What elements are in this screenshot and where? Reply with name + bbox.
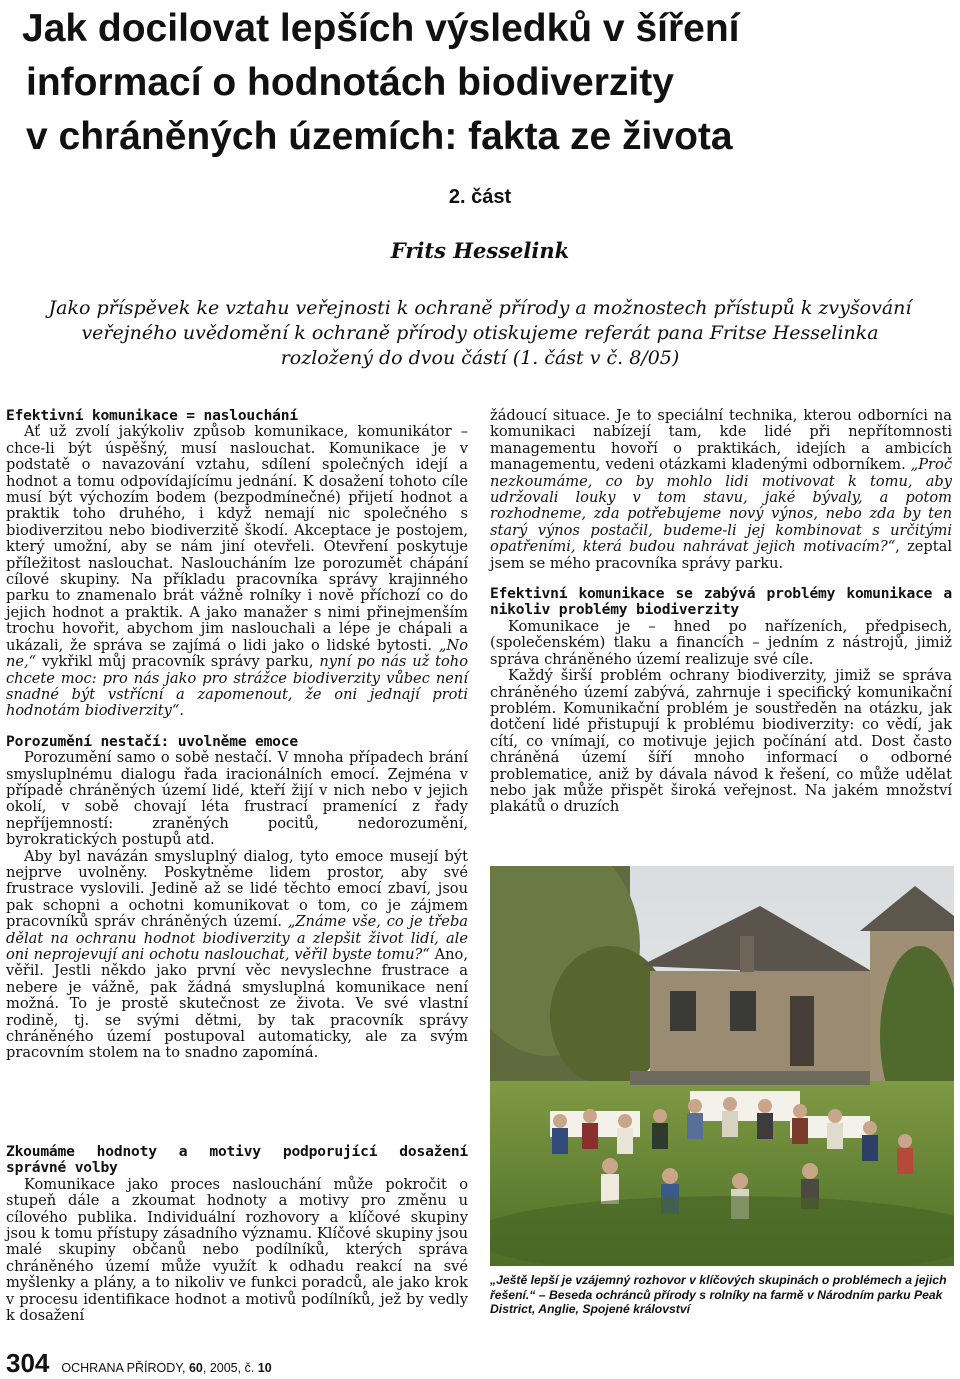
text: žádoucí situace. Je to speciální technika, kterou odborníci na komunikaci nabízejí tam, kde lidé při nepřítomnosti managementu hovoří o praktikách, idejích a ambicích managementu, vedeni otázkami kladenými odborníkem. [490, 407, 952, 474]
lead-paragraph: Jako příspěvek ke vztahu veřejnosti k ochraně přírody a možnostech přístupů k zvyšování veřejného uvědomění k ochraně přírody otiskujeme referát pana Fritse Hesselinka rozložený do dvou částí (1. část v č. 8/05) [48, 297, 912, 369]
left-column [6, 408, 468, 1062]
text: Ano, věřil. Jestli někdo jako první věc nevyslechne frustrace a nebere je vážně, pak žádná smysluplná komunikace není možná. To je prostě skutečnost ze života. Ve své vlastní rodině, tj. se svými dětmi, by tak pracovník správy chráněného území postupoval automaticky, ale za svým pracovním stolem na to snadno zapomíná. [6, 946, 468, 1062]
quote: nyní po nás už toho chcete moc: pro nás jako pro strážce biodiverzity vůbec není snadné být vstřícní a zapomenout, že oni jednají proti hodnotám biodiverzity“. [6, 653, 468, 720]
quote: „Známe vše, co je třeba dělat na ochranu hodnot biodiverzity a zlepšit život lidí, ale oni neprojevují ani ochotu naslouchat, věřil byste tomu?“ [6, 913, 468, 963]
section-heading-communication-problems: Efektivní komunikace se zabývá problémy komunikace a nikoliv problémy biodiverzity [490, 585, 952, 619]
paragraph: Každý širší problém ochrany biodiverzity, jimiž se správa chráněného území zabývá, zahrnuje i specifický komunikační problém. Komunikační problém je soustředěn na otázku, jak dotčení lidé přistupují k problému biodiverzity: co vědí, jak cítí, co vnímají, co motivuje jejich počínání atd. Dost často chráněná území šíří mnoho informací o odborné problematice, aniž by dávala návod k řešení, co může udělat nebo jak může přispět široká veřejnost. Na jakém množství plakátů o druzích [490, 667, 952, 816]
text: Aby byl navázán smysluplný dialog, tyto emoce musejí být nejprve uvolněny. Poskytněme lidem prostor, aby své frustrace vyslovili. Jedině až se lidé těchto emocí zbaví, jsou pak schopni a ochotni komunikovat o tom, co je zájmem pracovníků správ chráněných území. [6, 847, 468, 931]
journal-issue: 10 [257, 1361, 272, 1375]
title-line-1: Jak docilovat lepších výsledků v šíření [22, 7, 740, 50]
journal-year-issue: , 2005, č. [202, 1361, 258, 1375]
text: , zeptal jsem se mého pracovníka správy parku. [490, 538, 952, 572]
paragraph [6, 424, 468, 719]
photo-illustration [490, 866, 954, 1266]
section-heading-values: Zkoumáme hodnoty a motivy podporující dosažení správné volby [6, 1143, 468, 1177]
text: Ať už zvolí jakýkoliv způsob komunikace, komunikátor – chce-li být úspěšný, musí naslouchat. Komunikace je v podstatě o navazování vztahu, sdílení společných idejí a hodnot a tomu odpovídajícímu jednání. K dosažení tohoto cíle musí být výchozím bodem (bezpodmínečné) přijetí hodnot a praktik toho druhého, i když nemají nic společného s biodiverzitou nebo biodiverzitě škodí. Akceptace je postojem, který umožní, aby se nám jiní otevřeli. Otevření poskytuje příležitost naslouchat. Nasloucháním lze porozumět chápání cílové skupiny. Na příkladu pracovníka správy krajinného parku to znamenalo brát vážně rolníky i nově příchozí co do jejich hodnot a praktik. A jako manažer s nimi přinejmenším trochu hovořit, abychom jim naslouchali a lépe je chápali a ukázali, že správa se zajímá o lidi jako o lidské bytosti. [6, 423, 468, 654]
journal-name: OCHRANA PŘÍRODY, [61, 1361, 189, 1375]
photo-caption: „Ještě lepší je vzájemný rozhovor v klíčových skupinách o problémech a jejich řešení.“ – Beseda ochránců přírody s rolníky na farmě v Národním parku Peak District, Anglie, Spojené království [490, 1273, 947, 1316]
section-heading-emotions: Porozumění nestačí: uvolněme emoce [6, 732, 298, 750]
paragraph: Komunikace jako proces naslouchání může pokročit o stupeň dále a zkoumat hodnoty a motivy pro změnu u cílového publika. Individuální rozhovory a klíčové skupiny jsou k tomu přístupy zásadního významu. Klíčové skupiny jsou malé skupiny občanů nebo podílníků, kterých správa chráněného území může využít k odhadu reakcí na své myšlenky a plány, a to nikoliv ve funkci poradců, ale jako krok v procesu identifikace hodnot a motivů podílníků, jež by vedly k dosažení [6, 1175, 468, 1325]
right-column [490, 408, 952, 816]
part-label: 2. část [448, 186, 512, 208]
left-bottom-section [6, 1144, 468, 1324]
journal-volume: 60 [188, 1361, 203, 1375]
section-heading-listening: Efektivní komunikace = naslouchání [6, 407, 298, 424]
text: vykřikl můj pracovník správy parku, [36, 653, 320, 671]
quote: „No ne,“ [6, 636, 468, 671]
meeting-photo [490, 866, 954, 1266]
title-line-3: v chráněných územích: fakta ze života [26, 115, 733, 158]
title-line-2: informací o hodnotách biodiverzity [26, 61, 674, 104]
paragraph [490, 408, 952, 572]
quote: „Proč nezkoumáme, co by mohlo lidi motivovat k tomu, aby udržovali louky v tom stavu, jaké bývaly, a potom rozhodneme, zda potřebujeme nový výnos, nebo zda by ten starý výnos postačil, budeme-li jej kombinovat s určitými opatřeními, která budou nahrávat jejich motivacím?“ [490, 456, 952, 556]
page-number: 304 [6, 1348, 50, 1378]
article-title [22, 2, 952, 164]
page-footer [6, 1348, 272, 1378]
paragraph: Komunikace je – hned po nařízeních, předpisech, (společenském) tlaku a financích – jedním z nástrojů, jimiž správa chráněného území realizuje své cíle. [490, 617, 952, 668]
paragraph: Porozumění samo o sobě nestačí. V mnoha případech brání smysluplnému dialogu řada iracionálních emocí. Zejména v případě chráněných území lidé, kteří žijí v nich nebo v jejich okolí, v sobě chovají léta frustrací pramenící z řady nepříjemností: zraněných pocitů, nedorozumění, byrokratických postupů atd. [6, 749, 468, 849]
author-name: Frits Hesselink [390, 238, 570, 263]
paragraph [6, 849, 468, 1062]
journal-citation [61, 1361, 271, 1375]
